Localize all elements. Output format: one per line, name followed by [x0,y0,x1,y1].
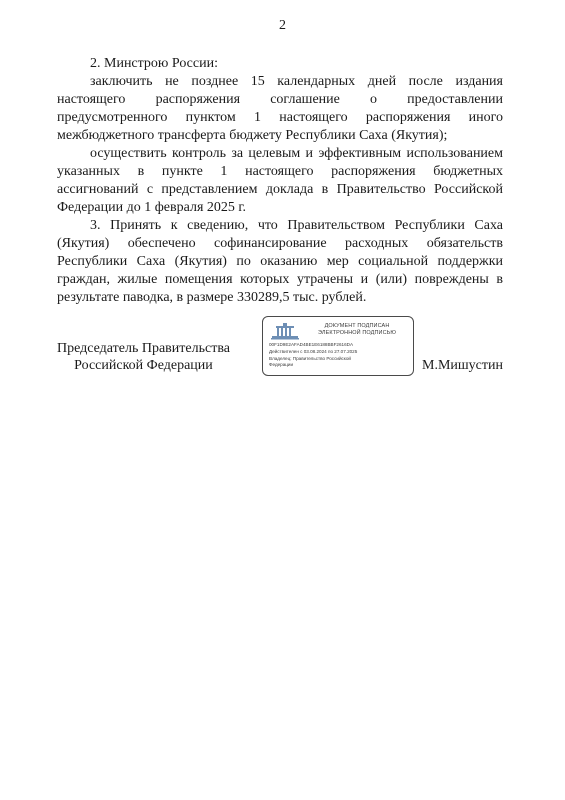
signatory-title-line2: Российской Федерации [74,358,213,373]
stamp-title [305,323,409,337]
paragraph-control: осуществить контроль за целевым и эффективным использованием указанных в пункте 1 настоящего распоряжения бюджетных ассигнований с представлением доклада в Правительство Российской Федерации до 1 февраля 2025 г. [57,146,503,215]
paragraph-agreement: заключить не позднее 15 календарных дней после издания настоящего распоряжения соглашение о предоставлении предусмотренного пунктом 1 настоящего распоряжения иного межбюджетного трансферта бюджету Республики Саха (Якутия); [57,74,503,143]
document-body [57,55,503,307]
stamp-owner-line1: Владелец: Правительство Российской [269,356,351,361]
stamp-owner-line2: Федерации [269,362,294,367]
government-building-icon [270,322,300,340]
stamp-title-line2: ЭЛЕКТРОННОЙ ПОДПИСЬЮ [317,330,397,336]
signatory-name: М.Мишустин [422,358,503,373]
stamp-validity: Действителен с 03.08.2024 по 27.07.2025 [269,349,358,354]
stamp-title-line1: ДОКУМЕНТ ПОДПИСАН [324,323,390,329]
electronic-signature-stamp [262,316,414,376]
signatory-title-line1: Председатель Правительства [57,341,230,356]
signatory-title [57,340,230,374]
paragraph-item-3: 3. Принять к сведению, что Правительством Республики Саха (Якутия) обеспечено софинансирование расходных обязательств Республики Саха (Якутия) по оказанию мер социальной поддержки граждан, жилые помещения которых утрачены и (или) повреждены в результате паводка, в размере 330289,5 тыс. рублей. [57,218,503,305]
paragraph-item-2: 2. Минстрою России: [90,56,218,71]
stamp-serial: 00F1D9E2AFAD4BE1E6188BBF2616DA [269,342,354,347]
page-number: 2 [279,18,286,33]
